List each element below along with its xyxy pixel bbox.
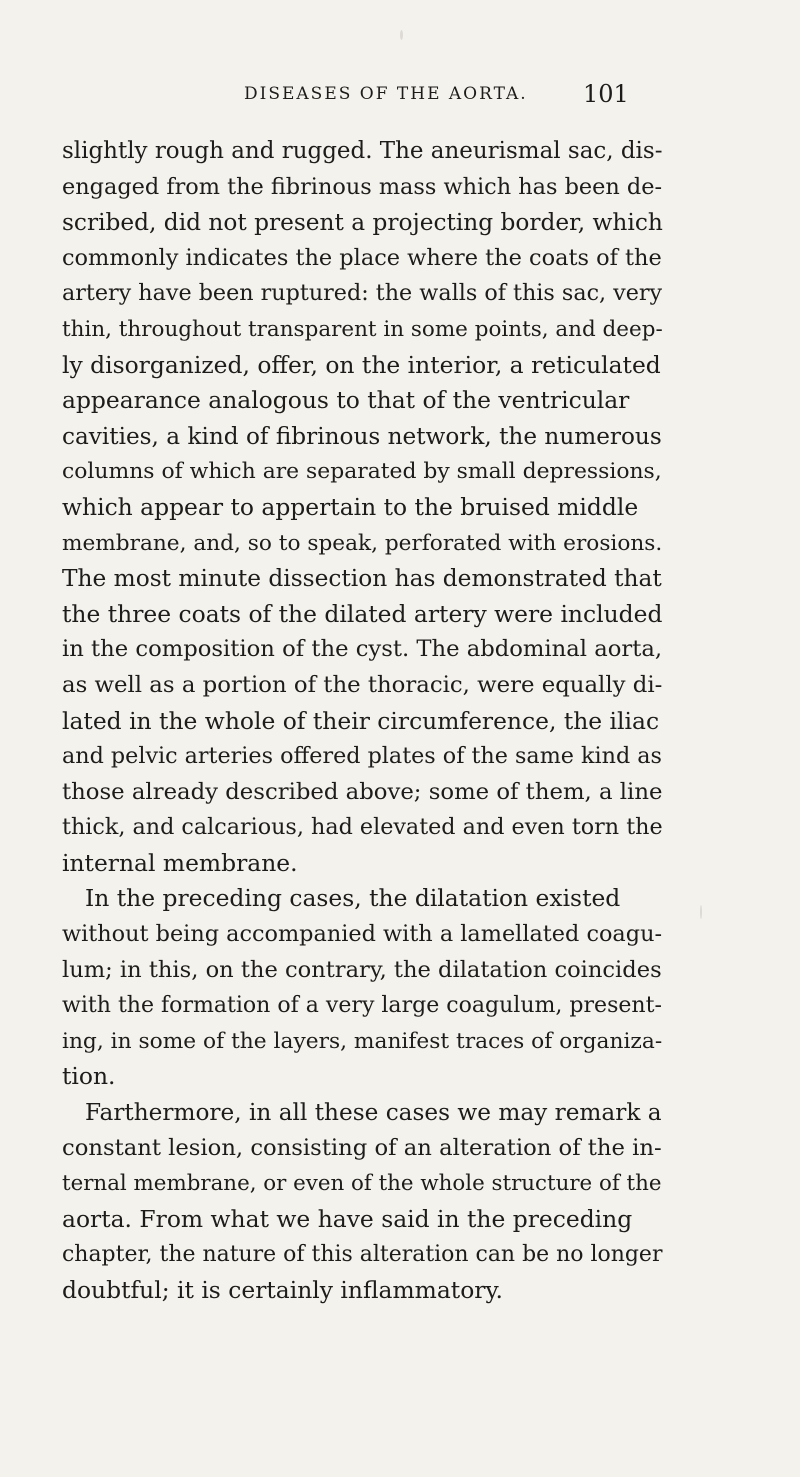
- text-line: The most minute dissection has demonstrated that: [62, 565, 662, 593]
- paper-speck: [400, 30, 403, 40]
- text-line: membrane, and, so to speak, perforated with erosions.: [62, 530, 663, 556]
- text-line: constant lesion, consisting of an alteration of the in-: [62, 1134, 662, 1161]
- text-line: those already described above; some of them, a line: [62, 778, 663, 805]
- text-line: thin, throughout transparent in some points, and deep-: [62, 316, 663, 342]
- text-line: thick, and calcarious, had elevated and even torn the: [62, 814, 663, 841]
- text-line: commonly indicates the place where the coats of the: [62, 244, 662, 271]
- text-line: the three coats of the dilated artery were included: [62, 599, 663, 628]
- text-line: Farthermore, in all these cases we may remark a: [85, 1099, 662, 1127]
- running-head: DISEASES OF THE AORTA.: [244, 84, 528, 104]
- text-line: appearance analogous to that of the ventricular: [62, 386, 630, 415]
- text-line: which appear to appertain to the bruised middle: [62, 492, 639, 521]
- text-line: ing, in some of the layers, manifest traces of organiza-: [62, 1028, 663, 1054]
- text-line: internal membrane.: [62, 848, 298, 877]
- text-line: tion.: [62, 1062, 116, 1091]
- paper-speck: [700, 905, 702, 919]
- text-line: slightly rough and rugged. The aneurismal sac, dis-: [62, 138, 663, 164]
- text-line: and pelvic arteries offered plates of the same kind as: [62, 743, 662, 770]
- text-line: cavities, a kind of fibrinous network, the numerous: [62, 422, 662, 450]
- body-text: [62, 134, 662, 1309]
- page-number: 101: [583, 80, 629, 108]
- text-line: columns of which are separated by small depressions,: [62, 459, 662, 485]
- text-line: lum; in this, on the contrary, the dilatation coincides: [62, 956, 662, 983]
- text-line: doubtful; it is certainly inflammatory.: [62, 1276, 503, 1304]
- text-line: with the formation of a very large coagulum, present-: [62, 993, 662, 1019]
- text-line: In the preceding cases, the dilatation existed: [85, 884, 621, 913]
- text-line: ternal membrane, or even of the whole structure of the: [62, 1171, 662, 1197]
- text-line: in the composition of the cyst. The abdominal aorta,: [62, 636, 663, 663]
- text-line: aorta. From what we have said in the preceding: [62, 1204, 633, 1233]
- text-line: engaged from the fibrinous mass which has been de-: [62, 173, 663, 200]
- text-line: as well as a portion of the thoracic, were equally di-: [62, 671, 663, 698]
- text-line: chapter, the nature of this alteration can be no longer: [62, 1242, 663, 1268]
- text-line: lated in the whole of their circumference, the iliac: [62, 706, 660, 735]
- text-line: scribed, did not present a projecting border, which: [62, 209, 663, 237]
- text-line: ly disorganized, offer, on the interior, a reticulated: [62, 350, 661, 379]
- text-line: without being accompanied with a lamellated coagu-: [62, 921, 663, 948]
- text-line: artery have been ruptured: the walls of this sac, very: [62, 280, 663, 307]
